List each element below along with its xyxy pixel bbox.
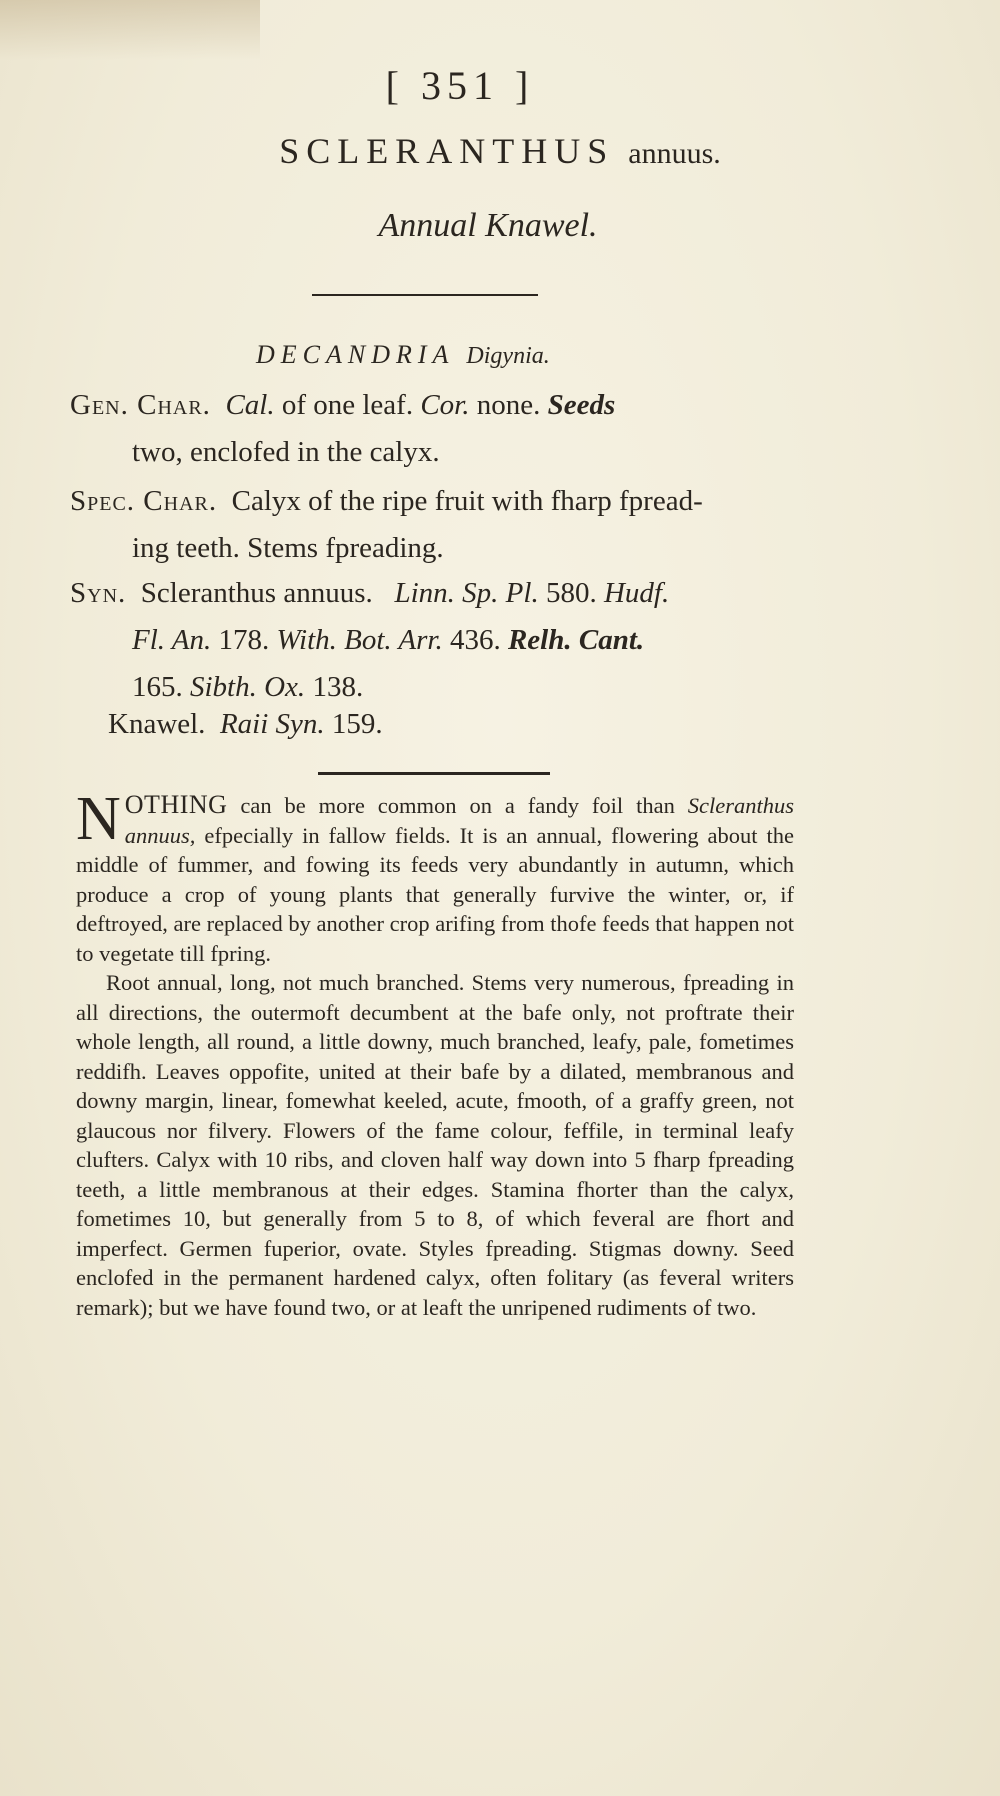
- gen-char-label: Gen. Char.: [70, 389, 211, 421]
- synonyms: [70, 570, 810, 711]
- syn-text: 580.: [538, 577, 604, 609]
- common-name: Annual Knawel.: [378, 207, 598, 244]
- paragraph-text: efpecially in fallow fields. It is an annual, flowering about the middle of fummer, and fowing its feeds very abundantly in autumn, which produce a crop of young plants that generally furvive the winter, or, if deftroyed, are replaced by another crop arifing from thofe feeds that happen not to vegetate till fpring.: [76, 822, 794, 966]
- syn-label: Syn.: [70, 577, 127, 609]
- page-number: [ 351 ]: [385, 63, 535, 108]
- species-name: annuus.: [628, 137, 721, 170]
- spec-char-line2: ing teeth. Stems fpreading.: [132, 532, 444, 564]
- opening-word-rest: OTHING: [124, 790, 228, 819]
- syn-text: 138.: [305, 671, 364, 703]
- paragraph-text: can be more common on a fandy foil than: [227, 793, 688, 818]
- syn-text: Scleranthus annuus.: [140, 577, 373, 609]
- knawel-ref: Raii Syn.: [219, 708, 325, 740]
- gen-char-text: Cor.: [420, 389, 470, 421]
- spec-char-line1: Calyx of the ripe fruit with fharp fpread-: [231, 485, 703, 517]
- syn-line2: [70, 617, 810, 664]
- syn-ref: With. Bot. Arr.: [276, 624, 443, 656]
- knawel-synonym: [108, 701, 848, 748]
- gen-char-line2: two, enclofed in the calyx.: [132, 436, 440, 468]
- syn-ref: Linn. Sp. Pl.: [394, 577, 539, 609]
- page-stain: [0, 0, 260, 60]
- knawel-num: 159.: [324, 708, 383, 740]
- gen-char-text: none.: [469, 389, 548, 421]
- classification: [256, 340, 550, 370]
- specific-character: [70, 478, 810, 572]
- syn-ref: Hudf.: [603, 577, 670, 609]
- paragraph-intro: [76, 785, 794, 968]
- divider-rule: [312, 294, 538, 296]
- gen-char-text: Seeds: [547, 389, 616, 421]
- syn-ref: Sibth. Ox.: [190, 671, 306, 703]
- spec-char-label: Spec. Char.: [70, 485, 218, 517]
- genus-name: SCLERANTHUS: [279, 131, 615, 171]
- syn-ref: Fl. An.: [132, 624, 212, 656]
- syn-ref: Relh. Cant.: [507, 624, 645, 656]
- divider-rule: [318, 772, 550, 775]
- linnaean-class: DECANDRIA: [256, 340, 455, 369]
- syn-text: 165.: [132, 671, 190, 703]
- gen-char-text: Cal.: [225, 389, 275, 421]
- syn-text: 436.: [442, 624, 508, 656]
- page-title: [0, 130, 1000, 172]
- paragraph-description: Root annual, long, not much branched. Stems very numerous, fpreading in all directions, the outermoft decumbent at the bafe only, not proftrate their whole length, all round, a little downy, much branched, leafy, pale, fometimes reddifh. Leaves oppofite, united at their bafe by a dilated, membranous and downy margin, linear, fomewhat keeled, acute, fmooth, of a graffy green, not glaucous nor filvery. Flowers of the fame colour, feffile, in terminal leafy clufters. Calyx with 10 ribs, and cloven half way down into 5 fharp fpreading teeth, a little membranous at their edges. Stamina fhorter than the calyx, fometimes 10, but generally from 5 to 8, of which feveral are fhort and imperfect. Germen fuperior, ovate. Styles fpreading. Stigmas downy. Seed enclofed in the permanent hardened calyx, often folitary (as feveral writers remark); but we have found two, or at leaft the unripened rudiments of two.: [76, 970, 794, 1320]
- species-italic: Scleranthus annuus,: [124, 793, 794, 848]
- syn-text: 178.: [211, 624, 277, 656]
- gen-char-text: of one leaf.: [274, 389, 421, 421]
- drop-cap: N: [76, 785, 121, 853]
- description-text: [76, 785, 794, 1322]
- generic-character: [70, 382, 810, 476]
- knawel-text: Knawel.: [108, 708, 206, 740]
- linnaean-order: Digynia.: [466, 343, 550, 369]
